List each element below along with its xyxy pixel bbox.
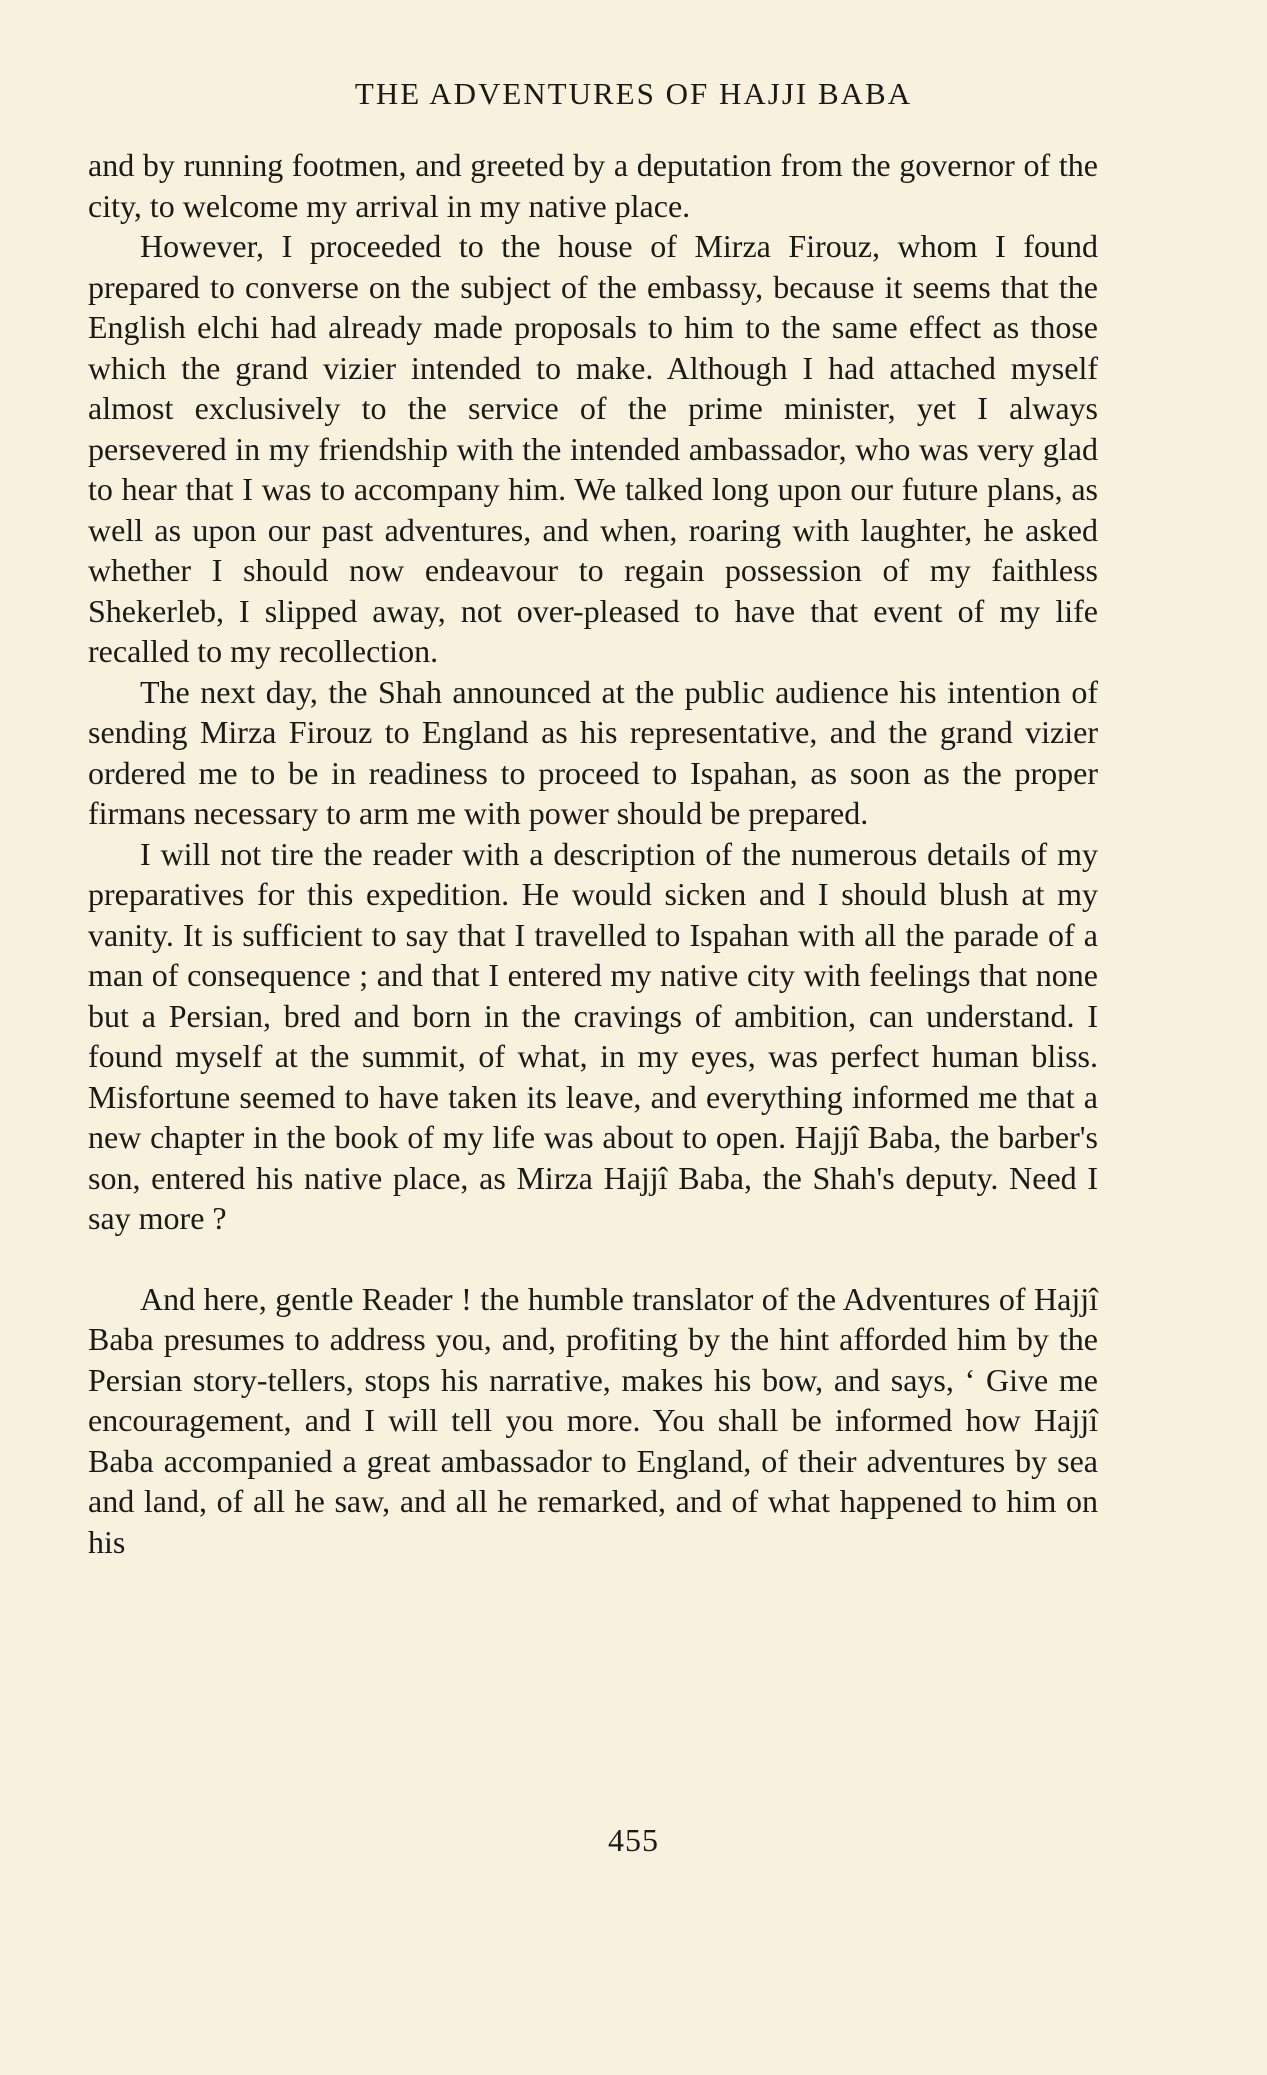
running-head: THE ADVENTURES OF HAJJI BABA xyxy=(354,76,913,111)
text-block xyxy=(88,145,1098,1562)
paragraph-continuation: and by running footmen, and greeted by a deputation from the governor of the city, to welcome my arrival in my native place. xyxy=(88,147,1098,224)
paragraph-translator-address: And here, gentle Reader ! the humble translator of the Adventures of Hajjî Baba presumes to address you, and, profiting by the hint afforded him by the Persian story-tellers, stops his narrative, makes his bow, and says, ‘ Give me encouragement, and I will tell you more. You shall be informed how Hajjî Baba accompanied a great ambassador to England, of their adventures by sea and land, of all he saw, and all he remarked, and of what happened to him on his xyxy=(88,1280,1098,1560)
paragraph: I will not tire the reader with a description of the numerous details of my preparatives for this expedition. He would sicken and I should blush at my vanity. It is sufficient to say that I travelled to Ispahan with all the parade of a man of consequence ; and that I entered my native city with feelings that none but a Persian, bred and born in the cravings of ambition, can understand. I found myself at the summit, of what, in my eyes, was perfect human bliss. Misfortune seemed to have taken its leave, and everything informed me that a new chapter in the book of my life was about to open. Hajjî Baba, the barber's son, entered his native place, as Mirza Hajjî Baba, the Shah's deputy. Need I say more ? xyxy=(88,835,1098,1236)
page-number: 455 xyxy=(608,1822,659,1858)
paragraph: The next day, the Shah announced at the public audience his intention of sending Mirza Firouz to England as his representative, and the grand vizier ordered me to be in readiness to proceed to Ispahan, as soon as the proper firmans necessary to arm me with power should be prepared. xyxy=(88,673,1098,831)
paragraph: However, I proceeded to the house of Mirza Firouz, whom I found prepared to converse on the subject of the embassy, because it seems that the English elchi had already made proposals to him to the same effect as those which the grand vizier intended to make. Although I had attached myself almost exclusively to the service of the prime minister, yet I always persevered in my friendship with the intended ambassador, who was very glad to hear that I was to accompany him. We talked long upon our future plans, as well as upon our past adventures, and when, roaring with laughter, he asked whether I should now endeavour to regain possession of my faithless Shekerleb, I slipped away, not over-pleased to have that event of my life recalled to my recollection. xyxy=(88,228,1098,669)
